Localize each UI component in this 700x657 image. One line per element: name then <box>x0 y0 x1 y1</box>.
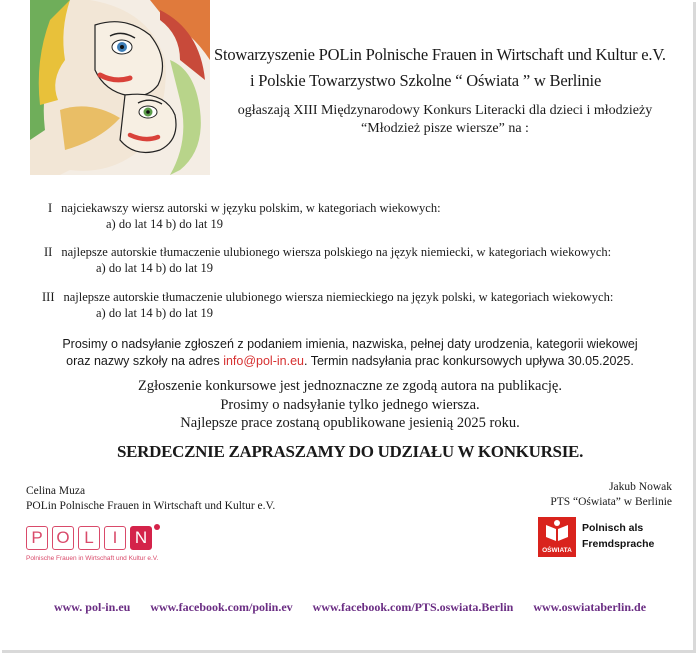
link-facebook-polin[interactable]: www.facebook.com/polin.ev <box>150 600 293 614</box>
notice-line-2 <box>40 353 660 370</box>
category-ages: a) do lat 14 b) do lat 19 <box>96 261 213 275</box>
polin-letter: O <box>52 526 74 550</box>
announcement <box>200 102 690 138</box>
faces-artwork <box>30 0 210 175</box>
category-ages: a) do lat 14 b) do lat 19 <box>96 306 213 320</box>
link-facebook-pts[interactable]: www.facebook.com/PTS.oswiata.Berlin <box>312 600 514 614</box>
link-oswiata[interactable]: www.oswiataberlin.de <box>533 600 647 614</box>
header-line-1: Stowarzyszenie POLin Polnische Frauen in Wirtschaft und Kultur e.V. <box>214 45 666 64</box>
header-line-2: i Polskie Towarzystwo Szkolne “ Oświata ” w Berlinie <box>250 71 602 90</box>
polin-letter: L <box>78 526 100 550</box>
oswiata-tagline <box>582 520 654 552</box>
announcement-line-1: ogłaszają XIII Międzynarodowy Konkurs Literacki dla dzieci i młodzieży <box>237 103 653 118</box>
competition-title: “Młodzież pisze wiersze” na : <box>361 121 529 136</box>
email-link[interactable]: info@pol-in.eu <box>223 354 304 368</box>
signer-org: POLin Polnische Frauen in Wirtschaft und Kultur e.V. <box>26 500 276 512</box>
signer-name: Celina Muza <box>26 485 86 497</box>
consent-line-2: Prosimy o nadsyłanie tylko jednego wiersza. <box>220 396 480 413</box>
oswiata-tagline-2: Fremdsprache <box>582 538 655 550</box>
consent-block <box>40 377 660 433</box>
consent-line-3: Najlepsze prace zostaną opublikowane jesienią 2025 roku. <box>180 415 520 431</box>
notice-deadline: . Termin nadsyłania prac konkursowych upływa 30.05.2025. <box>303 354 634 368</box>
signature-right <box>550 480 672 510</box>
category-3 <box>42 289 613 321</box>
signer-org: PTS “Oświata” w Berlinie <box>550 496 672 508</box>
oswiata-label: OŚWIATA <box>542 547 572 554</box>
category-1 <box>48 200 441 232</box>
submission-notice <box>40 336 660 370</box>
link-pol-in[interactable]: www. pol-in.eu <box>53 600 131 614</box>
notice-line-1: Prosimy o nadsyłanie zgłoszeń z podaniem imienia, nazwiska, pełnej daty urodzenia, kategorii wiekowej <box>62 337 638 351</box>
polin-dot-icon <box>154 524 160 530</box>
signature-left <box>26 484 275 514</box>
category-text: najciekawszy wiersz autorski w języku polskim, w kategoriach wiekowych: <box>61 201 441 215</box>
polin-letter: P <box>26 526 48 550</box>
polin-letter: I <box>104 526 126 550</box>
polin-subtitle: Polnische Frauen in Wirtschaft und Kultur e.V. <box>26 555 159 562</box>
polin-logo <box>26 524 176 572</box>
oswiata-logo <box>538 517 688 559</box>
polin-letter: N <box>130 526 152 550</box>
category-number: I <box>48 201 53 215</box>
notice-text: oraz nazwy szkoły na adres <box>66 354 224 368</box>
footer-links <box>0 600 700 615</box>
oswiata-tagline-1: Polnisch als <box>582 522 644 534</box>
category-ages: a) do lat 14 b) do lat 19 <box>106 217 223 231</box>
category-text: najlepsze autorskie tłumaczenie ulubionego wiersza polskiego na język niemiecki, w kategoriach wiekowych: <box>61 245 612 259</box>
category-number: III <box>42 290 55 304</box>
invitation-heading: SERDECZNIE ZAPRASZAMY DO UDZIAŁU W KONKURSIE. <box>116 442 584 461</box>
consent-line-1: Zgłoszenie konkursowe jest jednoznaczne ze zgodą autora na publikację. <box>138 378 562 394</box>
category-number: II <box>44 245 53 259</box>
signer-name: Jakub Nowak <box>609 481 672 493</box>
category-2 <box>44 244 611 276</box>
category-text: najlepsze autorskie tłumaczenie ulubionego wiersza niemieckiego na język polski, w kategoriach wiekowych: <box>63 290 614 304</box>
